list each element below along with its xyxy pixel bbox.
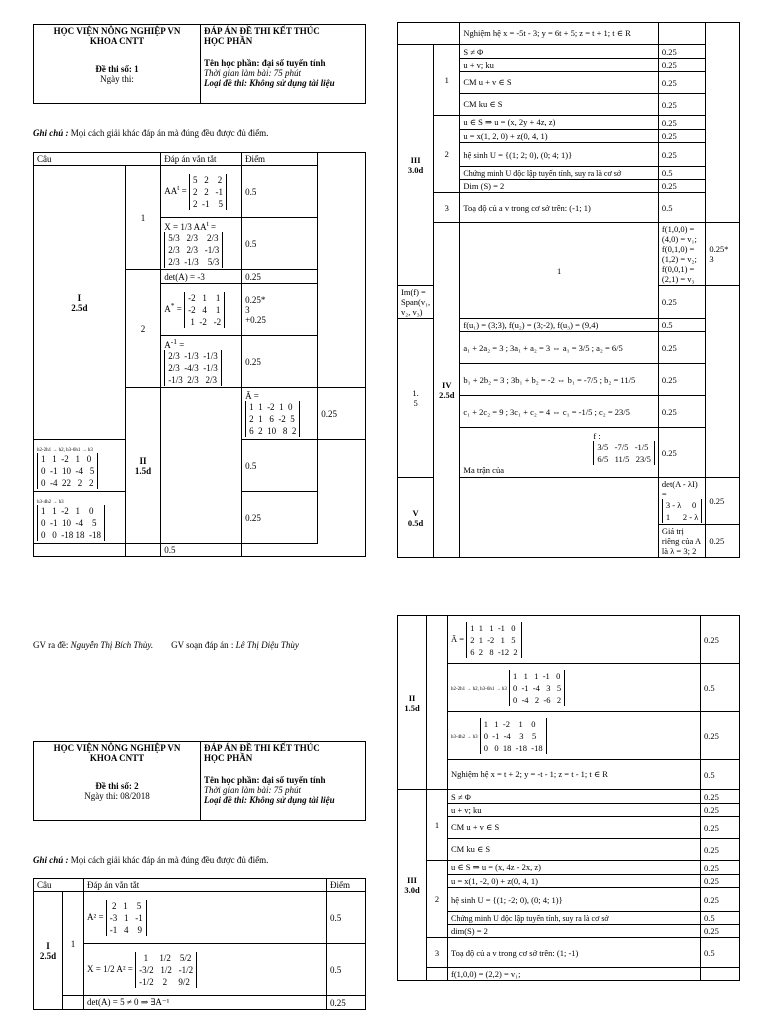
math-line: f(1,0,0) = (4,0) = v₁;	[661, 224, 697, 244]
exam-type: Loại đề thi: Không sử dụng tài liệu	[204, 795, 335, 805]
answer-cell: Dim (S) = 2	[460, 180, 659, 193]
answer-text: CM	[463, 77, 477, 87]
answer-cell: dim(S) = 2	[448, 925, 701, 938]
matrix-row: 0 -1 -4 3 5	[483, 730, 537, 741]
answer-table-2-left	[33, 878, 366, 1010]
points: 0.25	[658, 332, 705, 364]
duration: Thời gian làm bài: 75 phút	[204, 68, 302, 78]
answer-cell: det(A) = 5 ≠ 0 ⇒ ∃A⁻¹	[84, 996, 327, 1010]
answer-cell: X = 1/3 $AA^t$ = 5/3 2/3 2/3 2/3 2/3 -1/3 2/3 -1/3 5/3	[161, 218, 242, 270]
matrix-row: 2/3 2/3 -1/3	[168, 245, 220, 255]
math-expression: u + v ∈ S	[466, 822, 500, 832]
exam1-institution	[34, 25, 201, 104]
points: 0.25	[242, 492, 318, 544]
matrix-row: 1 1/2 5/2	[139, 952, 192, 963]
points: 0.25	[658, 130, 705, 143]
math-label: A² =	[87, 911, 104, 922]
note-2	[33, 855, 268, 865]
matrix	[509, 670, 565, 706]
col-header-cau: Câu	[34, 879, 84, 892]
gv-soan-label: GV soạn đáp án :	[171, 640, 234, 650]
answer-cell: Chứng minh U độc lập tuyến tính, suy ra là cơ sở	[448, 912, 701, 925]
duration: Thời gian làm bài: 75 phút	[204, 785, 302, 795]
exam1-title-cell	[201, 25, 366, 104]
matrix-row: 2 1 -2 1 5	[470, 634, 516, 645]
answer-cell: Ā = 1 1 -2 1 0 2 1 6 -2 5 6 2 10 8 2	[242, 388, 318, 440]
points: 0.25	[658, 72, 705, 94]
points: 0.25	[706, 525, 740, 558]
answer-cell: u = x(1, 2, 0) + z(0, 4, 1)	[460, 130, 659, 143]
matrix-row: 6 2 8 -12 2	[470, 646, 518, 657]
math-label: f :	[593, 430, 601, 441]
note-1	[33, 128, 268, 138]
points: 0.25	[658, 286, 705, 319]
matrix-row: 0 -4 22 2 2	[41, 477, 94, 488]
answer-cell: $A^{-1}$ = 2/3 -1/3 -1/3 2/3 -4/3 -1/3 -1/3 2/3 2/3	[161, 336, 242, 388]
matrix-row: 0 -4 2 -6 2	[512, 694, 562, 705]
course-name: Tên học phần: đại số tuyến tính	[204, 58, 326, 68]
institution-name: HỌC VIỆN NÔNG NGHIỆP VN	[53, 26, 181, 36]
sub-label: 1	[125, 166, 160, 270]
points: 0.5	[161, 544, 242, 557]
math-expression: λ = 3; 2	[670, 546, 697, 556]
note-label: Ghi chú :	[33, 855, 69, 865]
gv-soan-name: Lê Thị Diệu Thùy	[235, 640, 299, 650]
answer-text: CM	[451, 844, 465, 854]
points: 0.5	[658, 319, 705, 332]
points: 0.25	[706, 478, 740, 525]
answer-cell	[460, 143, 659, 167]
points: 0.25* 3 +0.25	[242, 284, 318, 336]
math-label: det(A - λI) =	[661, 479, 698, 499]
answer-cell	[460, 72, 659, 94]
row-ops: h2-2h1 → h2, h3-6h1 → h3	[37, 447, 93, 453]
exam-number: Đề thi số: 2	[95, 781, 139, 791]
course-name: Tên học phần: đại số tuyến tính	[204, 775, 326, 785]
exam-title: ĐÁP ÁN ĐỀ THI KẾT THÚC	[204, 26, 320, 36]
matrix-row: 2 2 -1	[192, 186, 223, 197]
col-header-diem: Điểm	[242, 153, 318, 166]
matrix-row: -3/2 1/2 -1/2	[139, 964, 194, 975]
sub-label: 2	[125, 270, 160, 388]
answer-text: a v trong cơ sở trên:	[486, 947, 555, 958]
points: 0.25	[658, 143, 705, 167]
points: 0.25	[242, 270, 318, 284]
points: 0.25	[658, 364, 705, 396]
matrix-row: 2/3 -4/3 -1/3	[168, 363, 218, 373]
math-expression: (1; -1)	[556, 947, 579, 958]
matrix-row: 0 -1 10 -4 5	[41, 465, 95, 476]
answer-cell: A* = -2 1 1 -2 4 1 1 -2 -2	[161, 284, 242, 336]
question-label: V 0.5d	[398, 478, 434, 558]
answer-cell: u = x(1, -2, 0) + z(0, 4, 1)	[448, 875, 701, 888]
institution-name: HỌC VIỆN NÔNG NGHIỆP VN	[53, 743, 181, 753]
answer-cell: u + v; ku	[460, 59, 659, 72]
math-line: f(0,1,0) = (1,2) = v₂;	[661, 244, 697, 264]
answer-cell	[658, 223, 705, 286]
answer-cell	[460, 193, 659, 223]
matrix-row: 2 1 6 -2 5	[249, 413, 295, 424]
points: 0.5	[658, 167, 705, 180]
matrix	[466, 622, 521, 658]
answer-cell: b₁ + 2b₂ = 3 ; 3b₁ + b₂ = -2 ⇔ b₁ = -7/5 ; b₂ = 11/5	[460, 364, 659, 396]
matrix-row: 1 1 1 -1 0	[470, 622, 516, 633]
exam-title: ĐÁP ÁN ĐỀ THI KẾT THÚC	[204, 743, 320, 753]
matrix	[662, 499, 702, 523]
answer-cell	[84, 944, 327, 996]
matrix-row: -1 4 9	[109, 924, 143, 935]
matrix	[135, 952, 197, 988]
answer-table-1-left	[33, 152, 366, 557]
points: 0.25	[318, 388, 366, 440]
matrix	[480, 718, 547, 754]
math-expression: U = {(1; -2; 0), (0; 4; 1)}	[477, 894, 563, 905]
faculty-name: KHOA CNTT	[89, 753, 145, 763]
answer-cell: u + v; ku	[448, 804, 701, 817]
answer-cell	[658, 525, 705, 558]
note-text: Mọi cách giải khác đáp án mà đúng đều được đủ điểm.	[70, 855, 269, 865]
question-label: III 3.0d	[398, 45, 434, 286]
points: 0.5	[701, 912, 740, 925]
matrix	[106, 900, 147, 936]
matrix-row: 0 -1 -4 3 5	[512, 682, 562, 693]
matrix-row: 5 2 2	[192, 174, 223, 185]
sub-label: 1	[63, 892, 84, 996]
exam-number: Đề thi số: 1	[95, 64, 139, 74]
answer-cell: det(A) = -3	[161, 270, 242, 284]
exam-type: Loại đề thi: Không sử dụng tài liệu	[204, 78, 335, 88]
points: 0.5	[242, 440, 318, 492]
faculty-name: KHOA CNTT	[89, 36, 145, 46]
matrix-row: 1 1 -2 1 0	[249, 401, 293, 412]
matrix-row: 1 -2 -2	[188, 316, 222, 327]
exam2-header	[33, 741, 366, 821]
sub-label: 2	[434, 116, 460, 193]
answer-cell: S ≠ Φ	[460, 45, 659, 59]
math-expression: ku ∈ S	[466, 844, 491, 854]
exam-title-2: HỌC PHẦN	[204, 36, 253, 46]
teacher-line	[33, 640, 299, 650]
answer-cell	[658, 478, 705, 525]
answer-text: hệ sinh	[463, 149, 488, 160]
question-label: I 2.5d	[34, 166, 126, 440]
points: 0.25	[327, 996, 366, 1010]
matrix-row: 1 1 -2 1 0	[41, 453, 92, 464]
question-label: II 1.5d	[125, 388, 160, 544]
matrix	[37, 505, 105, 541]
row-ops: h3-4h2 → h3	[451, 734, 478, 740]
math-expression: x = -5t - 3; y = 6t + 5; z = t + 1; t ∈ R	[503, 28, 631, 38]
exam-title-2: HỌC PHẦN	[204, 753, 253, 763]
answer-text: CM	[451, 822, 465, 832]
sub-label: 3	[427, 938, 448, 968]
answer-text: Nghiệm hệ	[463, 28, 501, 38]
matrix-row: 1 2 - λ	[665, 512, 699, 522]
answer-cell	[84, 892, 327, 944]
points: 0.25	[658, 116, 705, 130]
matrix-row: 3 - λ 0	[665, 500, 697, 510]
matrix	[184, 292, 225, 328]
answer-cell	[34, 492, 126, 544]
matrix-row: 1 1 -2 1 0	[483, 718, 536, 729]
col-header-dapan: Đáp án vắn tắt	[161, 153, 242, 166]
points: 0.25	[701, 817, 740, 839]
matrix-row: 2 1 5	[109, 900, 142, 911]
col-header-dapan: Đáp án vắn tắt	[84, 879, 327, 892]
exam1-header	[33, 24, 366, 104]
answer-cell: u ∈ S ⇒ u = (x, 4z - 2x, z)	[448, 861, 701, 875]
exam2-institution	[34, 742, 201, 821]
math-expression: x = t + 2; y = -t - 1; z = t - 1; t ∈ R	[490, 769, 608, 779]
matrix-row: 2 -1 5	[192, 198, 223, 209]
points: 0.25	[242, 336, 318, 388]
points: 0.25	[701, 712, 740, 760]
answer-text: Toạ độ củ	[451, 947, 485, 958]
math-label: X = 1/2 A² =	[87, 963, 133, 974]
answer-text: CM	[463, 99, 477, 109]
points: 0.5	[701, 664, 740, 712]
answer-cell	[448, 760, 701, 790]
points: 0.25	[701, 804, 740, 817]
matrix	[593, 441, 655, 465]
answer-cell	[448, 888, 701, 912]
math-expression: U = {(1; 2; 0), (0; 4; 1)}	[489, 149, 573, 160]
answer-cell	[460, 23, 659, 45]
math-expression: u + v ∈ S	[478, 77, 512, 87]
matrix-row: 0 0 18 -18 -18	[483, 742, 543, 753]
answer-table-2-right	[397, 615, 740, 981]
math-line: f(0,0,1) = (2,1) = v₃	[661, 264, 695, 284]
row-ops: h3-4h2 → h3	[37, 499, 64, 505]
answer-cell	[448, 664, 701, 712]
answer-text: Nghiệm hệ	[451, 769, 489, 779]
matrix-row: -1/2 2 9/2	[139, 976, 190, 987]
answer-cell: S ≠ Φ	[448, 790, 701, 804]
points: 0.5	[242, 166, 318, 218]
matrix-row: 1 1 1 -1 0	[512, 670, 561, 681]
points: 0.5	[701, 760, 740, 790]
matrix	[245, 401, 300, 437]
sub-label: 1	[427, 790, 448, 861]
answer-text: Giá trị riêng của A là	[661, 526, 701, 556]
exam-date: Ngày thi:	[100, 74, 134, 84]
points: 0.5	[701, 938, 740, 968]
matrix-row: 6 2 10 8 2	[249, 425, 297, 436]
answer-cell	[34, 440, 126, 492]
matrix-row: 6/5 11/5 23/5	[597, 453, 651, 464]
exam-date: Ngày thi: 08/2018	[84, 791, 150, 801]
matrix	[189, 174, 227, 210]
math-label: AA	[164, 185, 178, 196]
matrix-row: 1 1 -2 1 0	[41, 505, 94, 516]
points: 0.5	[327, 944, 366, 996]
answer-cell: a₁ + 2a₂ = 3 ; 3a₁ + a₂ = 3 ⇔ a₁ = 3/5 ; a₂ = 6/5	[460, 332, 659, 364]
math-label: X = 1/3 AA	[164, 222, 207, 232]
points: 0.25	[701, 888, 740, 912]
points: 0.25	[701, 616, 740, 664]
row-ops: h2-2h1 → h2, h3-6h1 → h3	[451, 686, 507, 692]
answer-cell	[448, 712, 701, 760]
points: 0.25	[658, 396, 705, 428]
answer-cell: u ∈ S ⇒ u = (x, 2y + 4z, z)	[460, 116, 659, 130]
sub-label: 1. 5	[398, 319, 434, 478]
answer-cell: f(u₁) = (3;3), f(u₂) = (3;-2), f(u₃) = (9,4)	[460, 319, 659, 332]
points: 0.25	[701, 861, 740, 875]
answer-text: hệ sinh	[451, 894, 476, 905]
matrix-row: 5/3 2/3 2/3	[168, 233, 219, 243]
math-expression: ku ∈ S	[478, 99, 503, 109]
sub-label: 1	[434, 45, 460, 116]
points: 0.5	[658, 193, 705, 223]
answer-cell	[460, 94, 659, 116]
matrix-row: -2 1 1	[188, 292, 221, 303]
points: 0.25	[701, 790, 740, 804]
matrix-row: 0 -1 10 -4 5	[41, 517, 97, 528]
points: 0.25	[658, 59, 705, 72]
points: 0.25	[658, 45, 705, 59]
matrix-row: 0 0 -18 18 -18	[41, 529, 101, 540]
answer-cell	[448, 817, 701, 839]
points: 0.25	[701, 839, 740, 861]
points	[658, 23, 705, 45]
col-header-cau: Câu	[34, 153, 161, 166]
answer-cell	[448, 839, 701, 861]
sub-label: 3	[434, 193, 460, 223]
question-label: I 2.5d	[34, 892, 63, 1010]
math-expression: (-1; 1)	[569, 202, 591, 213]
answer-cell: $AA^t$ = 5 2 2 2 2 -1 2 -1 5	[161, 166, 242, 218]
matrix-row: -2 4 1	[188, 304, 221, 315]
sub-label: 2	[427, 861, 448, 938]
points: 0.25	[658, 94, 705, 116]
points: 0.25	[658, 428, 705, 478]
answer-cell: c₁ + 2c₂ = 9 ; 3c₁ + c₂ = 4 ⇔ c₁ = -1/5 ; c₂ = 23/5	[460, 396, 659, 428]
matrix-row: -1/3 2/3 2/3	[168, 375, 218, 385]
matrix-row: 3/5 -7/5 -1/5	[597, 441, 649, 452]
points: 0.5	[327, 892, 366, 944]
col-header-diem: Điểm	[327, 879, 366, 892]
matrix-row: 2/3 -1/3 5/3	[168, 257, 220, 267]
matrix	[164, 350, 222, 386]
answer-text: Toạ độ củ	[463, 202, 497, 213]
matrix-row: -3 1 -1	[109, 912, 143, 923]
question-label: II 1.5d	[398, 616, 427, 790]
points: 0.25	[701, 925, 740, 938]
points: 0.25	[701, 875, 740, 888]
answer-cell: Chứng minh U độc lập tuyến tính, suy ra là cơ sở	[460, 167, 659, 180]
note-text: Mọi cách giải khác đáp án mà đúng đều được đủ điểm.	[70, 128, 269, 138]
answer-cell: Ā = 1 1 1 -1 0 2 1 -2 1 5 6 2 8 -12 2	[448, 616, 701, 664]
note-label: Ghi chú :	[33, 128, 69, 138]
matrix	[37, 453, 98, 489]
points: 0.5	[242, 218, 318, 270]
sub-label: 1	[460, 223, 659, 319]
question-label: IV 2.5d	[434, 223, 460, 558]
gv-ra-label: GV ra đề:	[33, 640, 69, 650]
points: 0.25	[658, 180, 705, 193]
answer-cell	[460, 428, 659, 478]
answer-cell: Im(f) = Span(v₁, v₂, v₃)	[398, 286, 434, 319]
answer-cell: f(1,0,0) = (2,2) = v₁;	[448, 968, 701, 981]
answer-table-1-right	[397, 22, 740, 558]
matrix	[164, 232, 223, 268]
answer-cell	[448, 938, 701, 968]
question-label: III 3.0d	[398, 790, 427, 981]
points: 0.25* 3	[706, 223, 740, 286]
gv-ra-name: Nguyễn Thị Bích Thùy.	[70, 640, 154, 650]
answer-text: a v trong cơ sở trên:	[498, 202, 568, 213]
answer-text: Ma trận của	[463, 464, 504, 475]
exam2-title-cell	[201, 742, 366, 821]
matrix-row: 2/3 -1/3 -1/3	[168, 351, 218, 361]
